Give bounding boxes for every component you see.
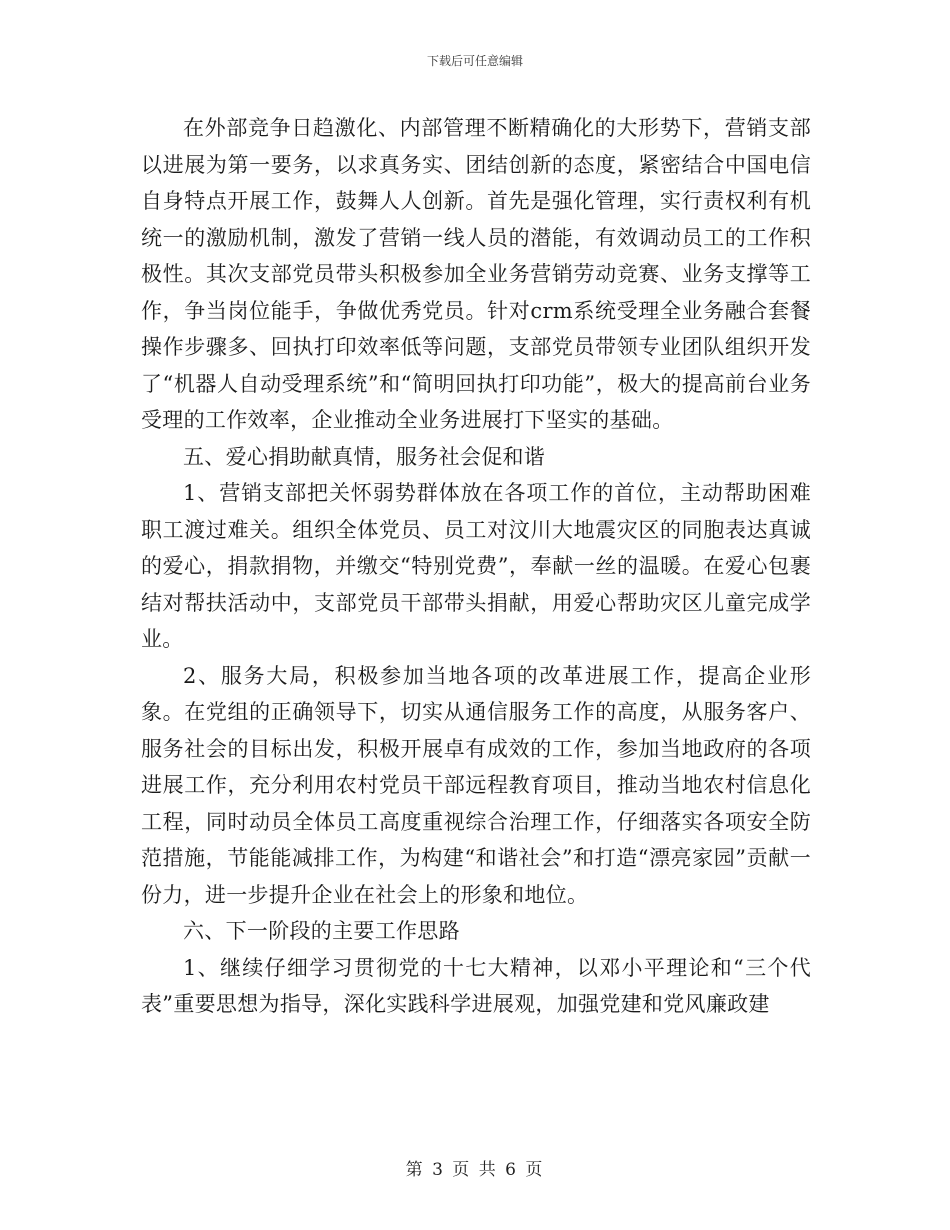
section-heading: 六、下一阶段的主要工作思路 — [183, 919, 460, 943]
paragraph: 1、营销支部把关怀弱势群体放在各项工作的首位，主动帮助困难职工渡过难关。组织全体党员、员工对汶川大地震灾区的同胞表达真诚的爱心，捐款捐物，并缴交“特别党费”，奉献一丝的温暖。在爱心包裹结对帮扶活动中，支部党员干部带头捐献，用爱心帮助灾区儿童完成学业。 — [141, 481, 811, 651]
paragraph: 2、服务大局，积极参加当地各项的改革进展工作，提高企业形象。在党组的正确领导下，切实从通信服务工作的高度，从服务客户、服务社会的目标出发，积极开展卓有成效的工作，参加当地政府的各项进展工作，充分利用农村党员干部远程教育项目，推动当地农村信息化工程，同时动员全体员工高度重视综合治理工作，仔细落实各项安全防范措施，节能能减排工作，为构建“和谐社会”和打造“漂亮家园”贡献一份力，进一步提升企业在社会上的形象和地位。 — [141, 663, 811, 907]
document-body — [141, 110, 811, 1023]
paragraph: 在外部竞争日趋激化、内部管理不断精确化的大形势下，营销支部以进展为第一要务，以求真务实、团结创新的态度，紧密结合中国电信自身特点开展工作，鼓舞人人创新。首先是强化管理，实行责权利有机统一的激励机制，激发了营销一线人员的潜能，有效调动员工的工作积极性。其次支部党员带头积极参加全业务营销劳动竞赛、业务支撑等工作，争当岗位能手，争做优秀党员。针对crm系统受理全业务融合套餐操作步骤多、回执打印效率低等问题，支部党员带领专业团队组织开发了“机器人自动受理系统”和“简明回执打印功能”，极大的提高前台业务受理的工作效率，企业推动全业务进展打下坚实的基础。 — [141, 116, 811, 432]
page-header-note: 下载后可任意编辑 — [426, 54, 523, 68]
page-number: 第 3 页 共 6 页 — [405, 1160, 545, 1180]
paragraph: 1、继续仔细学习贯彻党的十七大精神，以邓小平理论和“三个代表”重要思想为指导，深化实践科学进展观，加强党建和党风廉政建 — [141, 955, 811, 1016]
section-heading: 五、爱心捐助献真情，服务社会促和谐 — [183, 444, 546, 469]
